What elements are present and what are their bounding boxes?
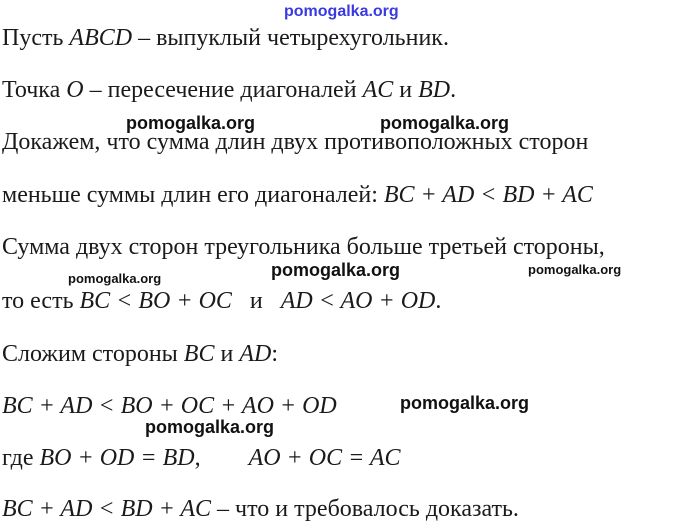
text: и: [393, 77, 419, 103]
text: то есть: [2, 288, 80, 314]
math: AO + OC = AC: [248, 445, 401, 471]
text: – пересечение диагоналей: [83, 77, 363, 103]
text: ,: [194, 445, 249, 471]
line-10: [2, 495, 519, 523]
watermark: pomogalka.org: [380, 113, 510, 133]
line-6: [2, 287, 441, 315]
math: AD < AO + OD: [280, 288, 436, 314]
text: – выпуклый четырехугольник.: [132, 25, 449, 51]
watermark: pomogalka.org: [528, 262, 622, 277]
text: и: [231, 288, 281, 314]
text: где: [2, 445, 40, 471]
text: Сложим стороны: [2, 341, 184, 367]
watermark: pomogalka.org: [145, 417, 275, 437]
line-7: [2, 340, 278, 368]
math: AC: [362, 77, 394, 103]
text: .: [450, 77, 457, 103]
text: Точка: [2, 77, 67, 103]
text: Докажем, что сумма длин двух противоположных сторон: [2, 129, 589, 155]
text: :: [271, 341, 278, 367]
text: .: [435, 288, 442, 314]
math: BC < BO + OC: [79, 288, 232, 314]
text: Сумма двух сторон треугольника больше третьей стороны,: [2, 234, 605, 260]
line-2: [2, 76, 456, 104]
text: – что и требовалось доказать.: [211, 496, 519, 522]
line-3: [2, 128, 588, 156]
text: Пусть: [2, 25, 70, 51]
math: BD: [418, 77, 451, 103]
text: меньше суммы длин его диагоналей:: [2, 182, 384, 208]
line-8: [2, 392, 337, 420]
watermark: pomogalka.org: [126, 113, 256, 133]
math: O: [66, 77, 84, 103]
math: AD: [239, 341, 272, 367]
line-9: [2, 444, 401, 472]
math: BO + OD = BD: [39, 445, 195, 471]
watermark: pomogalka.org: [400, 393, 530, 413]
line-5: [2, 233, 605, 261]
watermark: pomogalka.org: [68, 271, 162, 286]
math: BC + AD < BO + OC + AO + OD: [2, 393, 337, 419]
watermark-top: pomogalka.org: [284, 3, 399, 20]
math: BC + AD < BD + AC: [383, 182, 593, 208]
watermark: pomogalka.org: [271, 260, 401, 280]
text: и: [214, 341, 240, 367]
line-4: [2, 181, 593, 209]
math: ABCD: [69, 25, 133, 51]
math: BC: [183, 341, 215, 367]
math: BC + AD < BD + AC: [2, 496, 212, 522]
line-1: [2, 24, 449, 52]
